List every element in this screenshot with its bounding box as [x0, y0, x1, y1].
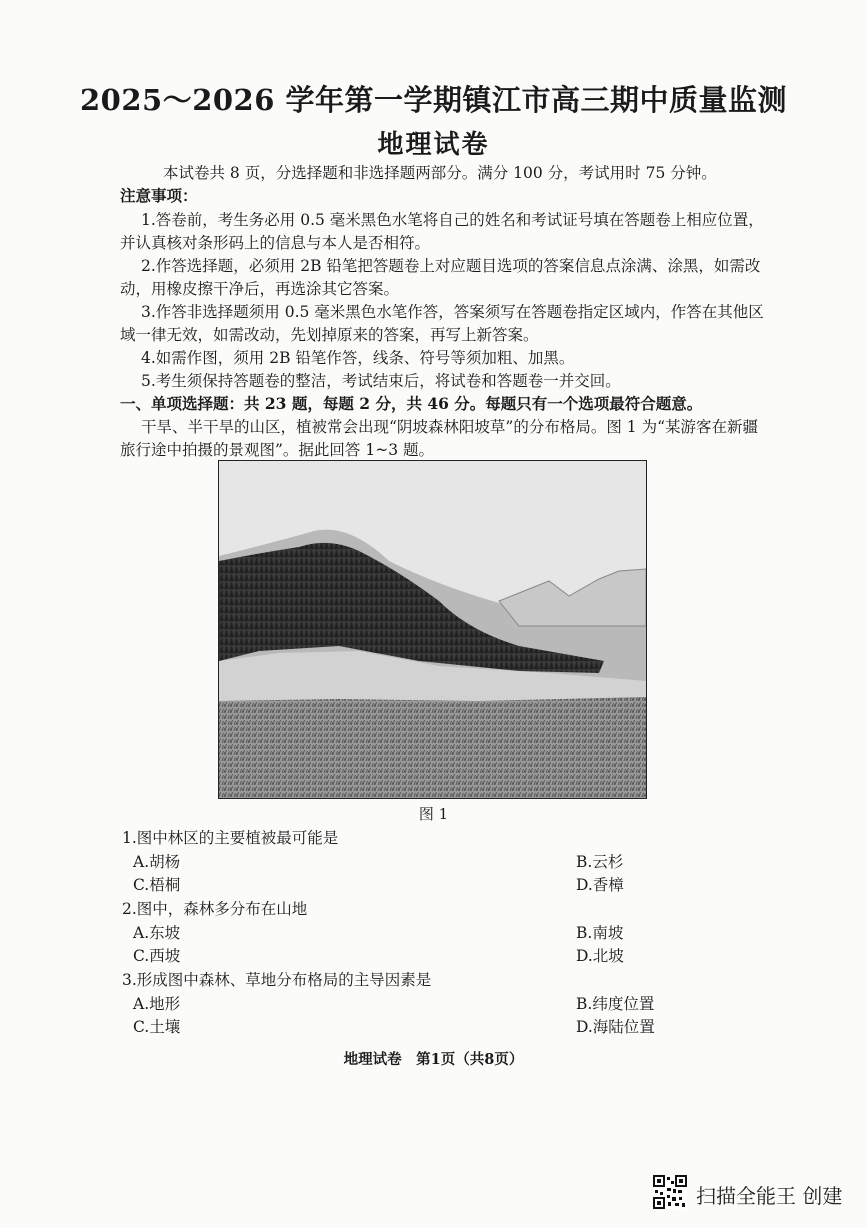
figure-caption: 图 1: [418, 805, 449, 823]
qr-code-icon: [653, 1175, 687, 1209]
section-heading: 一、单项选择题：共 23 题，每题 2 分，共 46 分。每题只有一个选项最符合题意。: [120, 394, 703, 413]
option-a: A.东坡: [133, 924, 181, 942]
exam-intro: 本试卷共 8 页，分选择题和非选择题两部分。满分 100 分，考试用时 75 分钟。: [163, 164, 717, 182]
option-c: C.土壤: [133, 1018, 181, 1036]
option-b: B.南坡: [576, 924, 624, 942]
page-footer: 地理试卷 第1页（共8页）: [343, 1051, 524, 1068]
option-c: C.梧桐: [133, 876, 181, 894]
option-d: D.北坡: [576, 947, 624, 965]
option-d: D.海陆位置: [576, 1018, 655, 1036]
notice-line: 域一律无效，如需改动，先划掉原来的答案，再写上新答案。: [120, 326, 539, 344]
notice-line: 并认真核对条形码上的信息与本人是否相符。: [120, 234, 431, 252]
passage-line: 干旱、半干旱的山区，植被常会出现“阴坡森林阳坡草”的分布格局。图 1 为“某游客在新疆: [141, 418, 758, 436]
notice-line: 2.作答选择题，必须用 2B 铅笔把答题卷上对应题目选项的答案信息点涂满、涂黑，如需改: [141, 257, 761, 275]
option-b: B.云杉: [576, 853, 624, 871]
option-a: A.地形: [133, 995, 181, 1013]
option-a: A.胡杨: [133, 853, 181, 871]
notice-line: 3.作答非选择题须用 0.5 毫米黑色水笔作答，答案须写在答题卷指定区域内，作答在其他区: [141, 303, 764, 321]
option-c: C.西坡: [133, 947, 181, 965]
notice-line: 动，用橡皮擦干净后，再选涂其它答案。: [120, 280, 400, 298]
notice-line: 1.答卷前，考生务必用 0.5 毫米黑色水笔将自己的姓名和考试证号填在答题卷上相应位置，: [141, 211, 764, 229]
exam-subject: 地理试卷: [377, 130, 490, 160]
question-stem: 3.形成图中森林、草地分布格局的主导因素是: [122, 971, 432, 989]
option-b: B.纬度位置: [576, 995, 655, 1013]
question-stem: 1.图中林区的主要植被最可能是: [122, 829, 339, 847]
option-d: D.香樟: [576, 876, 624, 894]
notice-line: 4.如需作图，须用 2B 铅笔作答，线条、符号等须加粗、加黑。: [141, 349, 575, 367]
exam-title: 2025～2026 学年第一学期镇江市高三期中质量监测: [79, 83, 788, 117]
landscape-photo: [218, 460, 647, 799]
passage-line: 旅行途中拍摄的景观图”。据此回答 1~3 题。: [120, 441, 434, 459]
landscape-illustration: [219, 461, 646, 798]
notice-heading: 注意事项：: [120, 186, 198, 205]
scanner-watermark: 扫描全能王 创建: [696, 1184, 843, 1208]
notice-line: 5.考生须保持答题卷的整洁，考试结束后，将试卷和答题卷一并交回。: [141, 372, 621, 390]
question-stem: 2.图中，森林多分布在山地: [122, 900, 308, 918]
